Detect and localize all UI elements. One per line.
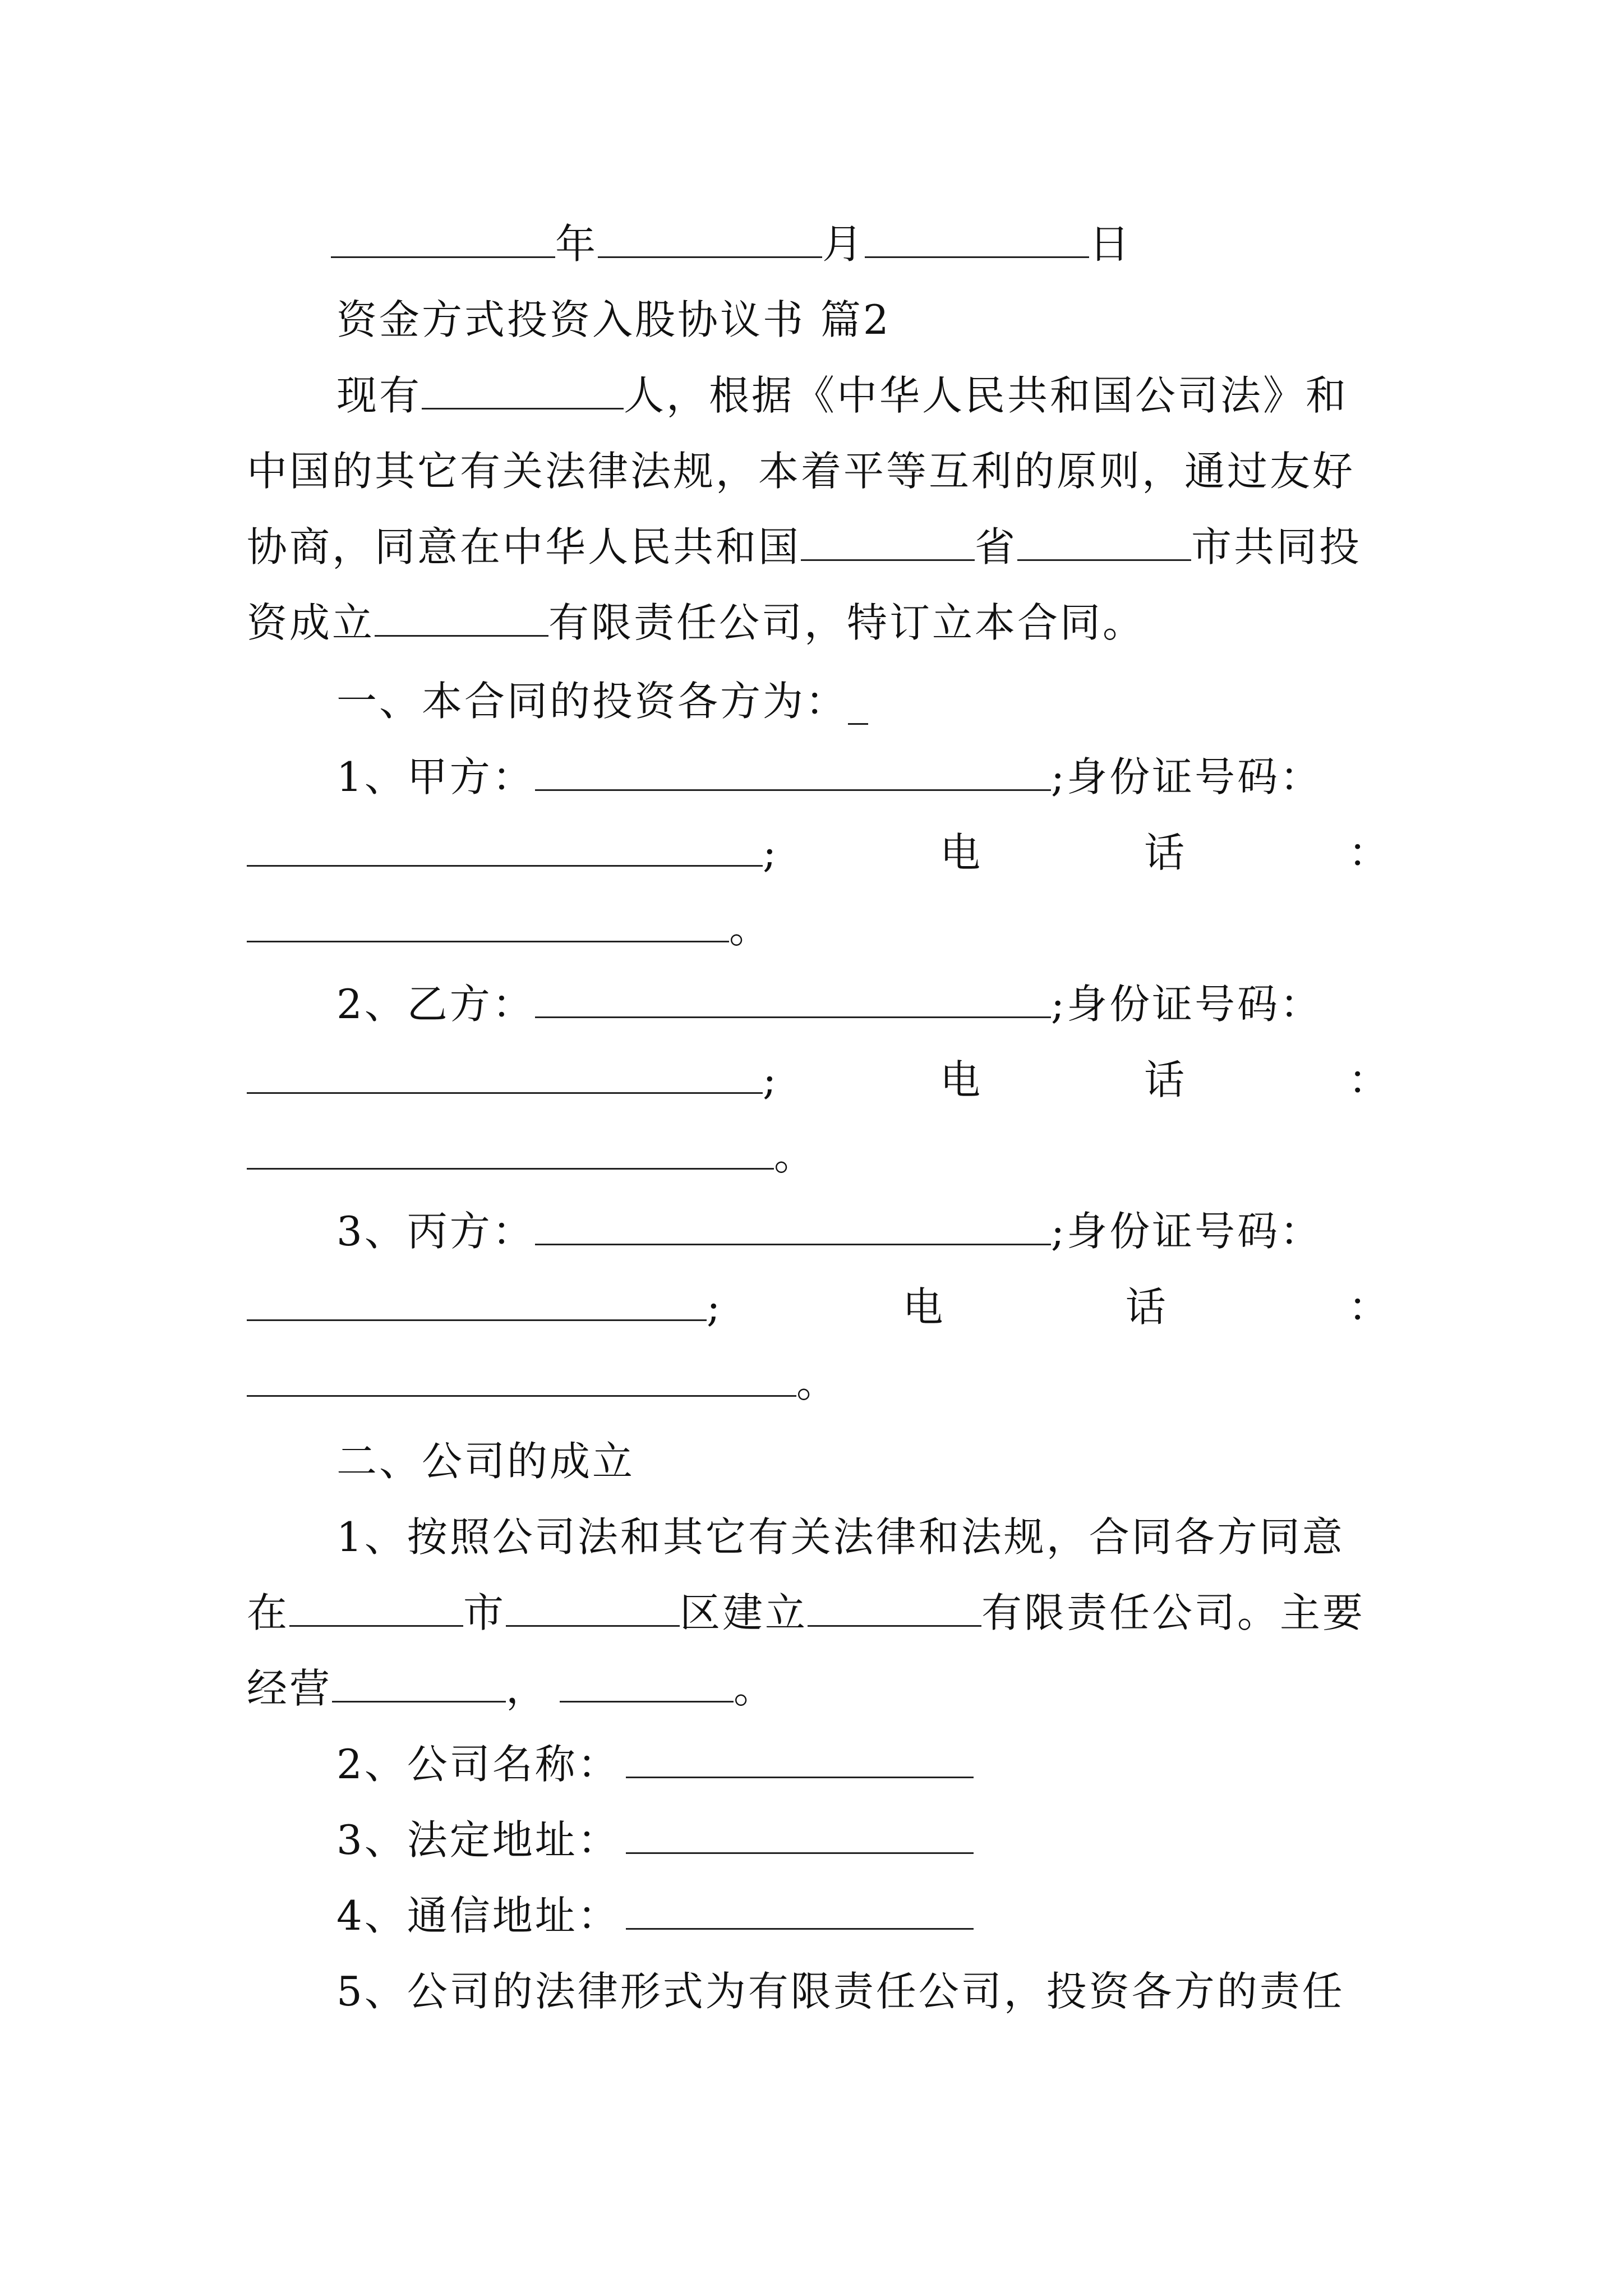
year-blank[interactable] bbox=[331, 224, 555, 258]
legal-address-label: 3、法定地址： bbox=[336, 1816, 620, 1864]
date-line bbox=[247, 208, 1391, 280]
party-a-id-label: ;身份证号码： bbox=[1050, 753, 1323, 800]
text: 市 bbox=[463, 1589, 506, 1636]
mail-address-label: 4、通信地址： bbox=[336, 1892, 620, 1939]
separator: ; bbox=[763, 1056, 779, 1103]
section-1-heading: 一、本合同的投资各方为：_ bbox=[336, 678, 871, 725]
intro-line-3 bbox=[247, 510, 1391, 583]
phone-label-char: 电 bbox=[940, 829, 983, 876]
phone-label-char: 话 bbox=[1144, 1056, 1187, 1103]
mail-address-field[interactable] bbox=[626, 1895, 974, 1930]
text: 区建立 bbox=[680, 1589, 808, 1636]
party-a-line-2 bbox=[247, 816, 1391, 889]
business-blank-1[interactable] bbox=[332, 1668, 506, 1703]
party-a-name-blank[interactable] bbox=[535, 757, 1051, 791]
province-blank[interactable] bbox=[801, 527, 975, 561]
period: 。 bbox=[774, 1132, 817, 1179]
intro-text: 市共同投 bbox=[1191, 523, 1362, 570]
section-2-p5: 5、公司的法律形式为有限责任公司，投资各方的责任 bbox=[336, 1968, 1345, 2015]
party-c-id-blank[interactable] bbox=[247, 1287, 707, 1321]
party-b-label: 2、乙方： bbox=[336, 981, 535, 1028]
party-b-id-blank[interactable] bbox=[247, 1060, 763, 1094]
party-b-name-blank[interactable] bbox=[535, 984, 1051, 1018]
period: 。 bbox=[796, 1359, 840, 1406]
period: 。 bbox=[729, 905, 772, 952]
separator: ; bbox=[763, 829, 779, 876]
party-a-phone-blank[interactable] bbox=[247, 908, 729, 942]
month-label: 月 bbox=[822, 220, 865, 268]
phone-label-char: 话 bbox=[1144, 829, 1187, 876]
intro-text: 人，根据《中华人民共和国公司法》和 bbox=[624, 372, 1349, 419]
city-blank[interactable] bbox=[289, 1593, 463, 1627]
section-2-p1-line-1: 1、按照公司法和其它有关法律和法规，合同各方同意 bbox=[336, 1513, 1345, 1561]
company-name-blank[interactable] bbox=[375, 602, 548, 637]
phone-label-char: 话 bbox=[1125, 1283, 1168, 1331]
party-b-id-label: ;身份证号码： bbox=[1050, 981, 1323, 1028]
intro-line-2: 中国的其它有关法律法规，本着平等互利的原则，通过友好 bbox=[247, 448, 1355, 495]
party-c-name-blank[interactable] bbox=[535, 1211, 1051, 1245]
day-label: 日 bbox=[1089, 220, 1132, 268]
section-2-p1-line-2 bbox=[247, 1576, 1391, 1649]
party-c-line-3 bbox=[247, 1346, 1391, 1419]
business-blank-2[interactable] bbox=[560, 1668, 734, 1703]
party-b-line-2 bbox=[247, 1043, 1391, 1116]
legal-address-line bbox=[247, 1803, 1391, 1876]
mail-address-line bbox=[247, 1879, 1391, 1952]
intro-line-1 bbox=[247, 359, 1391, 432]
company-blank[interactable] bbox=[808, 1593, 981, 1627]
section-2-heading: 二、公司的成立 bbox=[336, 1438, 635, 1485]
text: ， bbox=[506, 1665, 549, 1712]
party-a-label: 1、甲方： bbox=[336, 753, 535, 800]
colon: ： bbox=[1348, 1056, 1391, 1103]
party-b-line-1 bbox=[247, 968, 1391, 1041]
party-c-phone-blank[interactable] bbox=[247, 1363, 796, 1397]
party-c-line-1 bbox=[247, 1195, 1391, 1268]
separator: ; bbox=[707, 1283, 723, 1331]
city-blank[interactable] bbox=[1017, 527, 1191, 561]
party-b-line-3 bbox=[247, 1119, 1391, 1192]
intro-text: 有限责任公司，特订立本合同。 bbox=[548, 599, 1146, 646]
party-c-label: 3、丙方： bbox=[336, 1208, 535, 1255]
party-c-line-2 bbox=[247, 1271, 1391, 1343]
district-blank[interactable] bbox=[506, 1593, 680, 1627]
party-b-phone-blank[interactable] bbox=[247, 1135, 774, 1170]
company-name-field[interactable] bbox=[626, 1744, 974, 1778]
legal-address-field[interactable] bbox=[626, 1820, 974, 1854]
phone-label-char: 电 bbox=[940, 1056, 983, 1103]
company-name-line bbox=[247, 1728, 1391, 1801]
people-count-blank[interactable] bbox=[422, 375, 624, 409]
intro-text: 协商，同意在中华人民共和国 bbox=[247, 523, 801, 570]
party-a-id-blank[interactable] bbox=[247, 832, 763, 867]
colon: ： bbox=[1348, 1283, 1391, 1331]
text: 有限责任公司。主要 bbox=[981, 1589, 1366, 1636]
intro-text: 省 bbox=[975, 523, 1018, 570]
phone-label-char: 电 bbox=[902, 1283, 946, 1331]
text: 在 bbox=[247, 1589, 290, 1636]
party-a-line-1 bbox=[247, 740, 1391, 813]
year-label: 年 bbox=[555, 220, 598, 268]
section-2-p1-line-3 bbox=[247, 1652, 1391, 1725]
intro-text: 资成立 bbox=[247, 599, 375, 646]
text: 。 bbox=[734, 1665, 777, 1712]
colon: ： bbox=[1348, 829, 1391, 876]
intro-text: 现有 bbox=[336, 372, 422, 419]
text: 经营 bbox=[247, 1665, 333, 1712]
company-name-label: 2、公司名称： bbox=[336, 1741, 620, 1788]
party-a-line-3 bbox=[247, 892, 1391, 965]
document-title: 资金方式投资入股协议书 篇2 bbox=[336, 296, 891, 343]
party-c-id-label: ;身份证号码： bbox=[1050, 1208, 1323, 1255]
month-blank[interactable] bbox=[598, 224, 822, 258]
day-blank[interactable] bbox=[865, 224, 1089, 258]
intro-line-4 bbox=[247, 586, 1391, 659]
